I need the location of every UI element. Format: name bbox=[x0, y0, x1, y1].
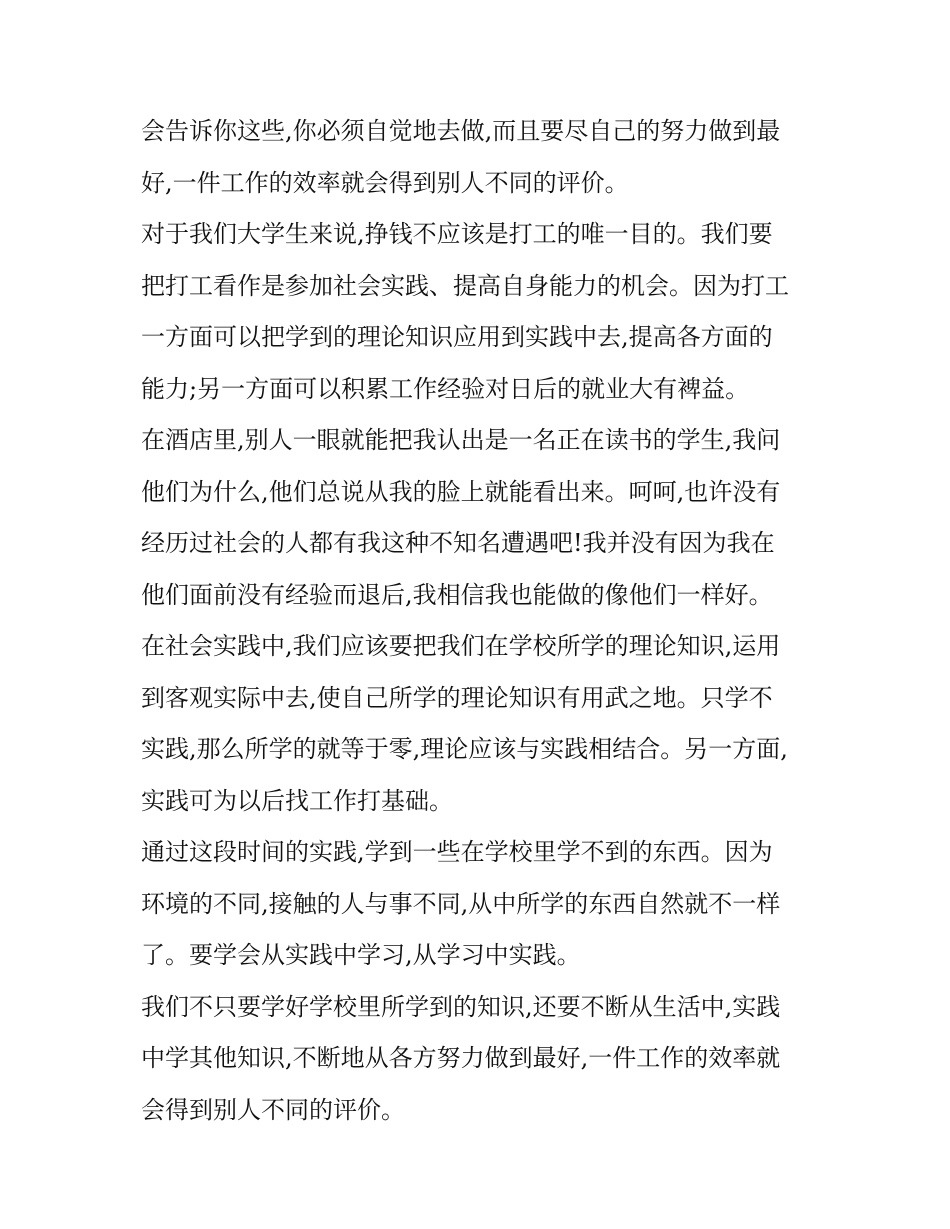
text-line: 把打工看作是参加社会实践、提高自身能力的机会。因为打工 bbox=[141, 271, 789, 300]
text-line: 在酒店里,别人一眼就能把我认出是一名正在读书的学生,我问 bbox=[141, 426, 781, 454]
paragraph bbox=[141, 415, 821, 621]
text-line: 到客观实际中去,使自己所学的理论知识有用武之地。只学不 bbox=[141, 683, 773, 712]
text-line: 实践可为以后找工作打基础。 bbox=[141, 786, 453, 815]
paragraph bbox=[141, 982, 821, 1137]
text-line: 在社会实践中,我们应该要把我们在学校所学的理论知识,运用 bbox=[141, 632, 781, 660]
text-line: 对于我们大学生来说,挣钱不应该是打工的唯一目的。我们要 bbox=[141, 220, 773, 248]
text-line: 他们面前没有经验而退后,我相信我也能做的像他们一样好。 bbox=[141, 580, 773, 609]
body-text bbox=[141, 106, 821, 1136]
text-line: 通过这段时间的实践,学到一些在学校里学不到的东西。因为 bbox=[141, 838, 773, 866]
text-line: 实践,那么所学的就等于零,理论应该与实践相结合。另一方面, bbox=[141, 735, 788, 763]
text-line: 我们不只要学好学校里所学到的知识,还要不断从生活中,实践 bbox=[141, 992, 781, 1021]
paragraph bbox=[141, 827, 821, 982]
text-line: 好,一件工作的效率就会得到别人不同的评价。 bbox=[141, 168, 629, 197]
paragraph bbox=[141, 106, 821, 209]
text-line: 能力;另一方面可以积累工作经验对日后的就业大有裨益。 bbox=[141, 374, 750, 403]
paragraph bbox=[141, 621, 821, 827]
text-line: 会告诉你这些,你必须自觉地去做,而且要尽自己的努力做到最 bbox=[141, 117, 781, 145]
text-line: 他们为什么,他们总说从我的脸上就能看出来。呵呵,也许没有 bbox=[141, 477, 781, 506]
text-line: 中学其他知识,不断地从各方努力做到最好,一件工作的效率就 bbox=[141, 1044, 781, 1072]
text-line: 环境的不同,接触的人与事不同,从中所学的东西自然就不一样 bbox=[141, 889, 781, 918]
text-line: 了。要学会从实践中学习,从学习中实践。 bbox=[141, 941, 581, 969]
text-line: 一方面可以把学到的理论知识应用到实践中去,提高各方面的 bbox=[141, 323, 773, 351]
text-line: 会得到别人不同的评价。 bbox=[141, 1095, 405, 1124]
paragraph bbox=[141, 209, 821, 415]
text-line: 经历过社会的人都有我这种不知名遭遇吧!我并没有因为我在 bbox=[141, 529, 775, 557]
